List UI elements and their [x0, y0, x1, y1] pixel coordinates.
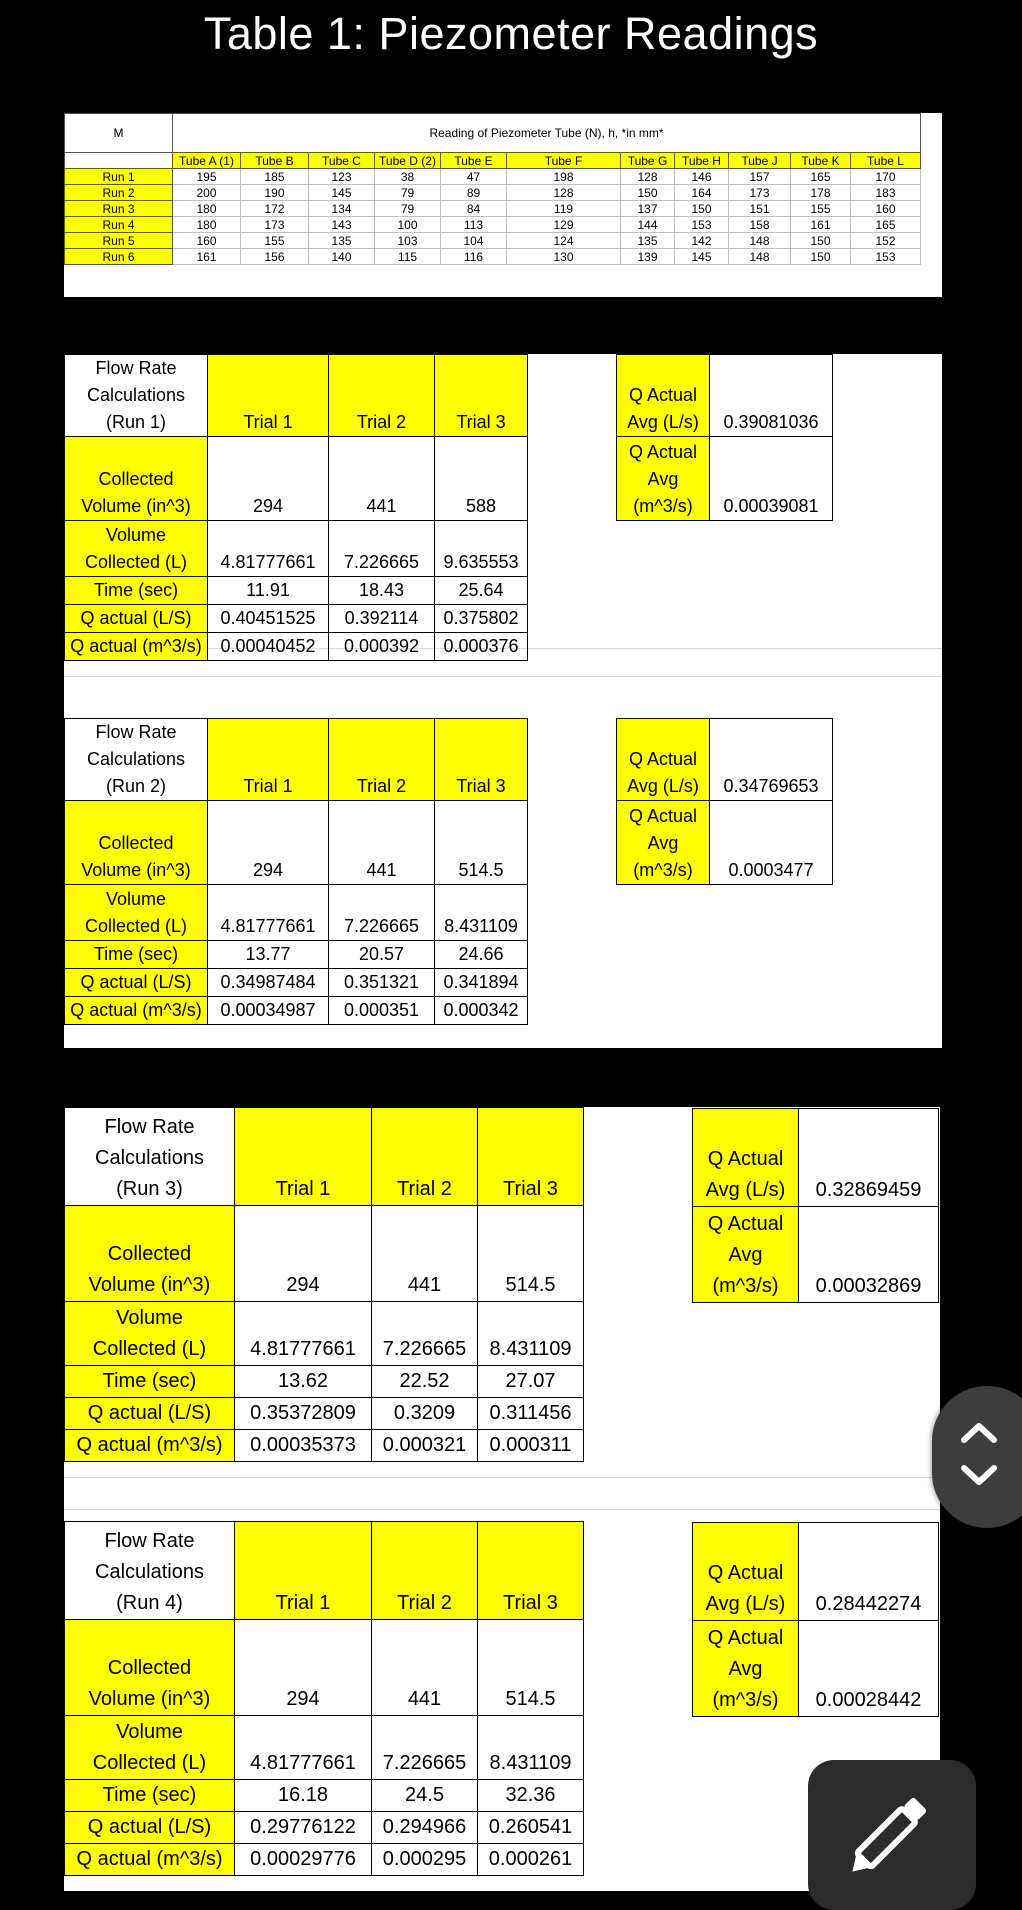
- value-cell: 0.3209: [372, 1398, 478, 1430]
- value-cell: 24.5: [372, 1780, 478, 1812]
- row-label: Volume Collected (L): [65, 885, 208, 941]
- value-cell: 27.07: [478, 1366, 584, 1398]
- reading-cell: 157: [729, 169, 791, 185]
- row-label: Volume Collected (L): [65, 1716, 235, 1780]
- value-cell: 0.000321: [372, 1430, 478, 1462]
- avg-ls-label: Q Actual Avg (L/s): [617, 355, 710, 437]
- reading-cell: 160: [851, 201, 921, 217]
- avg-ls-value: 0.39081036: [710, 355, 833, 437]
- reading-cell: 128: [621, 169, 675, 185]
- value-cell: 20.57: [329, 941, 435, 969]
- table-row: [65, 1522, 584, 1620]
- value-cell: 0.00040452: [208, 633, 329, 661]
- avg-m3-label: Q Actual Avg (m^3/s): [617, 437, 710, 521]
- reading-cell: 190: [241, 185, 309, 201]
- reading-cell: 47: [441, 169, 507, 185]
- run-label: Run 4: [65, 217, 173, 233]
- chevron-up-icon[interactable]: [942, 1406, 1012, 1456]
- table-row: [65, 1206, 584, 1302]
- reading-cell: 180: [173, 217, 241, 233]
- piezometer-table: [64, 113, 921, 265]
- avg-ls-label: Q Actual Avg (L/s): [693, 1523, 799, 1621]
- avg-ls-label: Q Actual Avg (L/s): [693, 1109, 799, 1207]
- reading-cell: 123: [309, 169, 375, 185]
- value-cell: 0.34987484: [208, 969, 329, 997]
- reading-cell: 146: [675, 169, 729, 185]
- value-cell: 0.00034987: [208, 997, 329, 1025]
- value-cell: 441: [372, 1620, 478, 1716]
- row-label: Volume Collected (L): [65, 1302, 235, 1366]
- reading-cell: 150: [675, 201, 729, 217]
- reading-cell: 140: [309, 249, 375, 265]
- value-cell: 514.5: [478, 1620, 584, 1716]
- q-average-table: [692, 1522, 939, 1717]
- table-row: [65, 633, 528, 661]
- piezometer-column-header-row: [65, 153, 921, 169]
- value-cell: 16.18: [235, 1780, 372, 1812]
- table-row: [65, 1430, 584, 1462]
- run-label: Run 5: [65, 233, 173, 249]
- value-cell: 0.00029776: [235, 1844, 372, 1876]
- row-label: Q actual (m^3/s): [65, 1844, 235, 1876]
- piezometer-header: Reading of Piezometer Tube (N), h, *in mm*: [173, 114, 921, 153]
- column-header: Tube D (2): [375, 153, 441, 169]
- value-cell: 4.81777661: [208, 521, 329, 577]
- reading-cell: 100: [375, 217, 441, 233]
- table-row: [65, 1812, 584, 1844]
- reading-cell: 119: [507, 201, 621, 217]
- row-label: Q actual (L/S): [65, 969, 208, 997]
- trial-header: Trial 3: [435, 719, 528, 801]
- reading-cell: 161: [791, 217, 851, 233]
- table-row: [65, 249, 921, 265]
- table-row: [65, 1366, 584, 1398]
- value-cell: 0.000261: [478, 1844, 584, 1876]
- pencil-icon: [808, 1760, 976, 1891]
- row-label: Q actual (m^3/s): [65, 997, 208, 1025]
- column-header: Tube J: [729, 153, 791, 169]
- reading-cell: 150: [791, 233, 851, 249]
- q-average-table: [616, 718, 833, 885]
- reading-cell: 79: [375, 201, 441, 217]
- avg-m3-value: 0.00039081: [710, 437, 833, 521]
- piezometer-sheet: [64, 113, 942, 297]
- avg-m3-value: 0.0003477: [710, 801, 833, 885]
- table-row: [65, 941, 528, 969]
- reading-cell: 113: [441, 217, 507, 233]
- value-cell: 0.000295: [372, 1844, 478, 1876]
- reading-cell: 195: [173, 169, 241, 185]
- reading-cell: 148: [729, 233, 791, 249]
- reading-cell: 173: [241, 217, 309, 233]
- value-cell: 441: [372, 1206, 478, 1302]
- value-cell: 0.392114: [329, 605, 435, 633]
- reading-cell: 145: [309, 185, 375, 201]
- trial-header: Trial 2: [329, 719, 435, 801]
- reading-cell: 150: [791, 249, 851, 265]
- table-row: [65, 1302, 584, 1366]
- value-cell: 4.81777661: [235, 1716, 372, 1780]
- reading-cell: 135: [309, 233, 375, 249]
- value-cell: 0.29776122: [235, 1812, 372, 1844]
- value-cell: 7.226665: [372, 1302, 478, 1366]
- table-row: [65, 1780, 584, 1812]
- row-label: Time (sec): [65, 1780, 235, 1812]
- reading-cell: 152: [851, 233, 921, 249]
- table-row: [65, 969, 528, 997]
- table-row: [65, 1398, 584, 1430]
- reading-cell: 129: [507, 217, 621, 233]
- trial-header: Trial 1: [208, 355, 329, 437]
- row-label: Time (sec): [65, 941, 208, 969]
- value-cell: 0.311456: [478, 1398, 584, 1430]
- column-header: Tube K: [791, 153, 851, 169]
- reading-cell: 170: [851, 169, 921, 185]
- avg-ls-label: Q Actual Avg (L/s): [617, 719, 710, 801]
- reading-cell: 173: [729, 185, 791, 201]
- run-label: Run 3: [65, 201, 173, 217]
- value-cell: 0.40451525: [208, 605, 329, 633]
- table-row: [693, 1207, 939, 1303]
- value-cell: 588: [435, 437, 528, 521]
- avg-ls-value: 0.34769653: [710, 719, 833, 801]
- corner-cell: M: [65, 114, 173, 153]
- value-cell: 9.635553: [435, 521, 528, 577]
- table-row: [65, 169, 921, 185]
- column-header: Tube G: [621, 153, 675, 169]
- table-row: [65, 201, 921, 217]
- column-header: Tube L: [851, 153, 921, 169]
- reading-cell: 150: [621, 185, 675, 201]
- table-title: Flow Rate Calculations (Run 3): [65, 1108, 235, 1206]
- reading-cell: 160: [173, 233, 241, 249]
- value-cell: 514.5: [435, 801, 528, 885]
- reading-cell: 151: [729, 201, 791, 217]
- value-cell: 0.341894: [435, 969, 528, 997]
- value-cell: 13.77: [208, 941, 329, 969]
- reading-cell: 104: [441, 233, 507, 249]
- run-label: Run 1: [65, 169, 173, 185]
- reading-cell: 103: [375, 233, 441, 249]
- trial-header: Trial 1: [235, 1108, 372, 1206]
- table-row: [617, 437, 833, 521]
- page-navigation: [932, 1386, 1022, 1528]
- table-row: [65, 1620, 584, 1716]
- reading-cell: 130: [507, 249, 621, 265]
- table-row: [65, 997, 528, 1025]
- row-label: Q actual (L/S): [65, 1398, 235, 1430]
- trial-header: Trial 3: [478, 1522, 584, 1620]
- reading-cell: 135: [621, 233, 675, 249]
- reading-cell: 38: [375, 169, 441, 185]
- reading-cell: 153: [675, 217, 729, 233]
- value-cell: 441: [329, 801, 435, 885]
- table-row: [693, 1523, 939, 1621]
- reading-cell: 185: [241, 169, 309, 185]
- reading-cell: 165: [791, 169, 851, 185]
- flow-rate-table: [64, 718, 528, 1025]
- table-title: Flow Rate Calculations (Run 1): [65, 355, 208, 437]
- value-cell: 32.36: [478, 1780, 584, 1812]
- row-label: Collected Volume (in^3): [65, 437, 208, 521]
- reading-cell: 143: [309, 217, 375, 233]
- reading-cell: 158: [729, 217, 791, 233]
- table-row: [617, 719, 833, 801]
- reading-cell: 134: [309, 201, 375, 217]
- chevron-down-icon[interactable]: [942, 1458, 1012, 1508]
- trial-header: Trial 3: [478, 1108, 584, 1206]
- flow-rate-table: [64, 1107, 584, 1462]
- trial-header: Trial 3: [435, 355, 528, 437]
- reading-cell: 148: [729, 249, 791, 265]
- avg-m3-label: Q Actual Avg (m^3/s): [617, 801, 710, 885]
- reading-cell: 156: [241, 249, 309, 265]
- table-row: [65, 521, 528, 577]
- value-cell: 514.5: [478, 1206, 584, 1302]
- trial-header: Trial 2: [329, 355, 435, 437]
- flow-rate-table: [64, 1521, 584, 1876]
- table-row: [65, 355, 528, 437]
- reading-cell: 89: [441, 185, 507, 201]
- row-label: Collected Volume (in^3): [65, 1620, 235, 1716]
- reading-cell: 198: [507, 169, 621, 185]
- reading-cell: 84: [441, 201, 507, 217]
- row-label: Volume Collected (L): [65, 521, 208, 577]
- page-title: Table 1: Piezometer Readings: [203, 8, 819, 59]
- avg-m3-label: Q Actual Avg (m^3/s): [693, 1621, 799, 1717]
- value-cell: 13.62: [235, 1366, 372, 1398]
- row-label: Q actual (L/S): [65, 605, 208, 633]
- column-header: Tube E: [441, 153, 507, 169]
- reading-cell: 155: [791, 201, 851, 217]
- reading-cell: 155: [241, 233, 309, 249]
- value-cell: 18.43: [329, 577, 435, 605]
- trial-header: Trial 1: [208, 719, 329, 801]
- table-row: [65, 437, 528, 521]
- value-cell: 0.000376: [435, 633, 528, 661]
- value-cell: 8.431109: [478, 1716, 584, 1780]
- reading-cell: 124: [507, 233, 621, 249]
- q-average-table: [616, 354, 833, 521]
- avg-m3-value: 0.00028442: [799, 1621, 939, 1717]
- table-row: [65, 185, 921, 201]
- value-cell: 25.64: [435, 577, 528, 605]
- avg-ls-value: 0.28442274: [799, 1523, 939, 1621]
- run-label: Run 2: [65, 185, 173, 201]
- value-cell: 0.375802: [435, 605, 528, 633]
- table-row: [65, 885, 528, 941]
- reading-cell: 79: [375, 185, 441, 201]
- value-cell: 441: [329, 437, 435, 521]
- reading-cell: 164: [675, 185, 729, 201]
- table-title: Flow Rate Calculations (Run 4): [65, 1522, 235, 1620]
- value-cell: 0.000351: [329, 997, 435, 1025]
- reading-cell: 144: [621, 217, 675, 233]
- value-cell: 0.000342: [435, 997, 528, 1025]
- reading-cell: 180: [173, 201, 241, 217]
- value-cell: 294: [235, 1206, 372, 1302]
- value-cell: 7.226665: [372, 1716, 478, 1780]
- q-average-table: [692, 1108, 939, 1303]
- value-cell: 0.00035373: [235, 1430, 372, 1462]
- value-cell: 4.81777661: [208, 885, 329, 941]
- trial-header: Trial 2: [372, 1108, 478, 1206]
- reading-cell: 165: [851, 217, 921, 233]
- reading-cell: 139: [621, 249, 675, 265]
- table-row: [65, 577, 528, 605]
- table-row: [65, 801, 528, 885]
- table-row: [65, 217, 921, 233]
- avg-m3-value: 0.00032869: [799, 1207, 939, 1303]
- value-cell: 4.81777661: [235, 1302, 372, 1366]
- table-row: [617, 355, 833, 437]
- table-row: [693, 1109, 939, 1207]
- table-row: [65, 1844, 584, 1876]
- reading-cell: 172: [241, 201, 309, 217]
- column-header: Tube C: [309, 153, 375, 169]
- row-label: Time (sec): [65, 577, 208, 605]
- avg-m3-label: Q Actual Avg (m^3/s): [693, 1207, 799, 1303]
- table-row: [693, 1621, 939, 1717]
- flow-sheet-runs-1-2: [64, 354, 942, 1048]
- reading-cell: 116: [441, 249, 507, 265]
- avg-ls-value: 0.32869459: [799, 1109, 939, 1207]
- value-cell: 0.000311: [478, 1430, 584, 1462]
- table-row: [65, 719, 528, 801]
- value-cell: 0.351321: [329, 969, 435, 997]
- row-label: Collected Volume (in^3): [65, 1206, 235, 1302]
- value-cell: 8.431109: [435, 885, 528, 941]
- reading-cell: 200: [173, 185, 241, 201]
- value-cell: 7.226665: [329, 885, 435, 941]
- column-header: Tube B: [241, 153, 309, 169]
- reading-cell: 178: [791, 185, 851, 201]
- value-cell: 0.000392: [329, 633, 435, 661]
- row-label: Q actual (m^3/s): [65, 1430, 235, 1462]
- column-header: Tube F: [507, 153, 621, 169]
- reading-cell: 137: [621, 201, 675, 217]
- reading-cell: 183: [851, 185, 921, 201]
- edit-button[interactable]: [808, 1760, 976, 1910]
- table-title: Flow Rate Calculations (Run 2): [65, 719, 208, 801]
- column-header: Tube H: [675, 153, 729, 169]
- flow-rate-table: [64, 354, 528, 661]
- value-cell: 294: [208, 437, 329, 521]
- reading-cell: 161: [173, 249, 241, 265]
- value-cell: 0.35372809: [235, 1398, 372, 1430]
- row-label: Q actual (L/S): [65, 1812, 235, 1844]
- reading-cell: 115: [375, 249, 441, 265]
- row-label: Time (sec): [65, 1366, 235, 1398]
- reading-cell: 153: [851, 249, 921, 265]
- reading-cell: 128: [507, 185, 621, 201]
- value-cell: 294: [208, 801, 329, 885]
- value-cell: 0.294966: [372, 1812, 478, 1844]
- value-cell: 0.260541: [478, 1812, 584, 1844]
- value-cell: 8.431109: [478, 1302, 584, 1366]
- value-cell: 24.66: [435, 941, 528, 969]
- reading-cell: 145: [675, 249, 729, 265]
- value-cell: 294: [235, 1620, 372, 1716]
- trial-header: Trial 1: [235, 1522, 372, 1620]
- row-label: Q actual (m^3/s): [65, 633, 208, 661]
- trial-header: Trial 2: [372, 1522, 478, 1620]
- table-row: [65, 1108, 584, 1206]
- table-row: [617, 801, 833, 885]
- run-label: Run 6: [65, 249, 173, 265]
- table-row: [65, 233, 921, 249]
- value-cell: 22.52: [372, 1366, 478, 1398]
- value-cell: 11.91: [208, 577, 329, 605]
- table-row: [65, 1716, 584, 1780]
- table-row: [65, 605, 528, 633]
- column-header: Tube A (1): [173, 153, 241, 169]
- value-cell: 7.226665: [329, 521, 435, 577]
- row-label: Collected Volume (in^3): [65, 801, 208, 885]
- reading-cell: 142: [675, 233, 729, 249]
